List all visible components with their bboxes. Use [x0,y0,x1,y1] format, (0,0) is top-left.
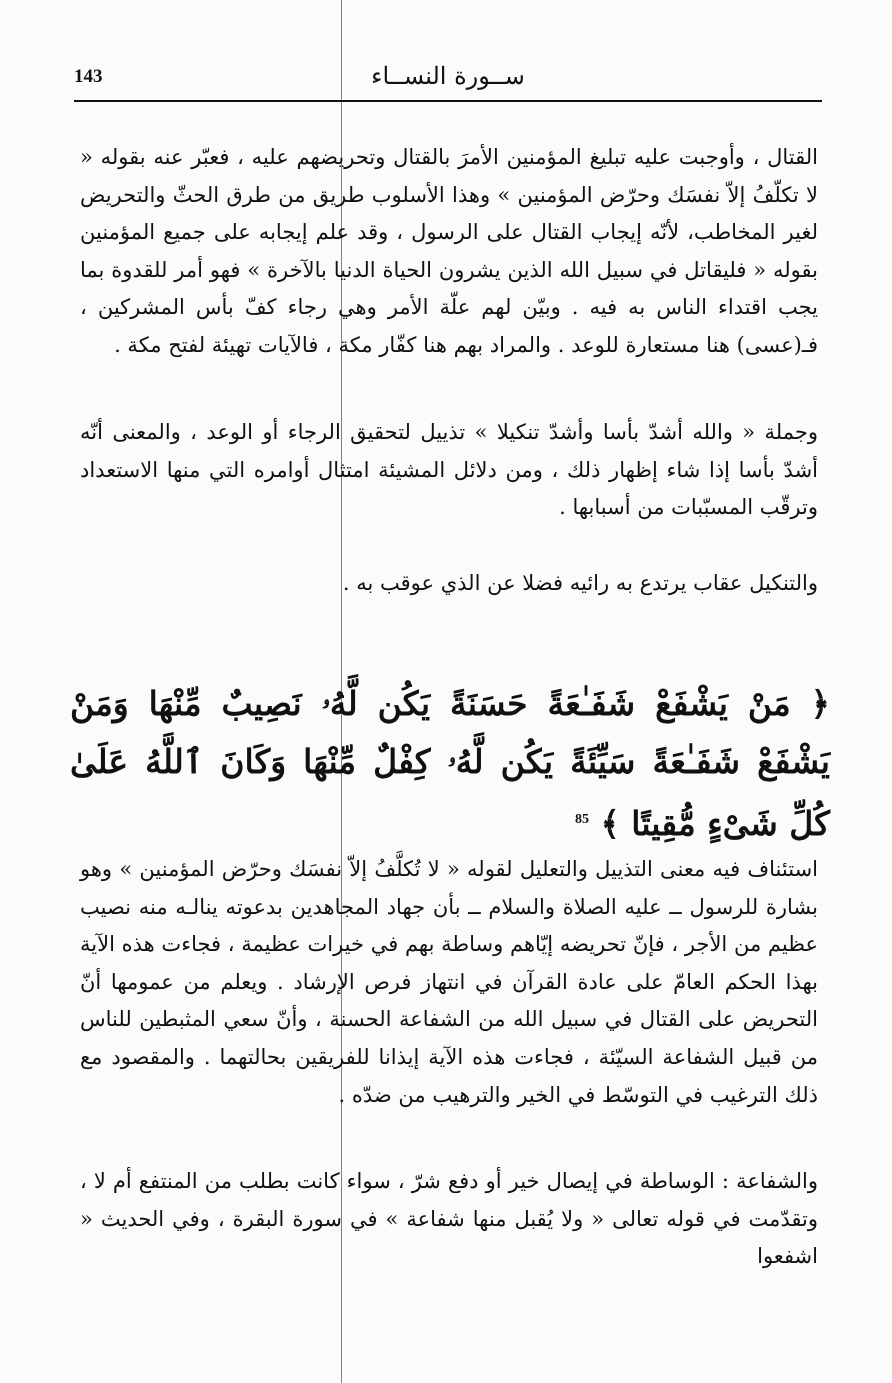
paragraph-text: القتال ، وأوجبت عليه تبليغ المؤمنين الأمرَ بالقتال وتحريضهم عليه ، فعبّر عنه بقوله « لا تكلّفُ إلاّ نفسَك وحرّض المؤمنين » وهذا الأسلوب طريق من طرق الحثّ والتحريض لغير المخاطب، لأنّه إيجاب القتال على الرسول ، وقد علم إيجابه على جميع المؤمنين بقوله « فليقاتل في سبيل الله الذين يشرون الحياة الدنيا بالآخرة » فهو أمر للقدوة بما يجب اقتداء الناس به فيه . وبيّن لهم علّة الأمر وهي رجاء كفّ بأس المشركين ، فـ(عسى) هنا مستعارة للوعد . والمراد بهم هنا كفّار مكة ، فالآيات تهيئة لفتح مكة . [80,145,818,357]
commentary-paragraph-2 [80,414,818,527]
paragraph-text: والشفاعة : الوساطة في إيصال خير أو دفع شرّ ، سواء كانت بطلب من المنتفع أم لا ، وتقدّمت في قوله تعالى « ولا يُقبل منها شفاعة » في سورة البقرة ، وفي الحديث « اشفعوا [80,1169,818,1269]
quran-verse [70,675,830,853]
commentary-paragraph-4 [80,851,818,1114]
page-number: 143 [74,66,103,87]
paragraph-text: والتنكيل عقاب يرتدع به رائيه فضلا عن الذي عوقب به . [342,571,818,595]
commentary-paragraph-5 [80,1163,818,1276]
verse-open-bracket: ﴿ [810,684,830,723]
header-rule [74,100,822,102]
commentary-paragraph-1 [80,139,818,365]
page-header [74,58,822,102]
surah-title: ســورة النســاء [371,62,525,90]
commentary-paragraph-3 [80,565,818,603]
verse-close-bracket: ﴾ [600,804,620,843]
paragraph-text: وجملة « والله أشدّ بأسا وأشدّ تنكيلا » تذييل لتحقيق الرجاء أو الوعد ، والمعنى أنّه أشدّ بأسا إذا شاء إظهار ذلك ، ومن دلائل المشيئة امتثال أوامره التي منها الاستعداد وترقّب المسبّبات من أسبابها . [80,420,818,520]
verse-text: مَنْ يَشْفَعْ شَفَـٰعَةً حَسَنَةً يَكُن لَّهُۥ نَصِيبٌ مِّنْهَا وَمَنْ يَشْفَعْ شَفَـٰعَةً سَيِّئَةً يَكُن لَّهُۥ كِفْلٌ مِّنْهَا وَكَانَ ٱللَّهُ عَلَىٰ كُلِّ شَىْءٍ مُّقِيتًا [70,684,830,843]
paragraph-text: استئناف فيه معنى التذييل والتعليل لقوله « لا تُكلَّفُ إلاّ نفسَك وحرّض المؤمنين » وهو بشارة للرسول ــ عليه الصلاة والسلام ــ بأن جهاد المجاهدين بدعوته ينالـه منه نصيب عظيم من الأجر ، فإنّ تحريضه إيّاهم وساطة بهم في خيرات عظيمة ، فجاءت هذه الآية بهذا الحكم العامّ على عادة القرآن في انتهاز فرص الإرشاد . ويعلم من عمومها أنّ التحريض على القتال في سبيل الله من الشفاعة الحسنة ، وأنّ سعي المثبطين للناس من قبيل الشفاعة السيّئة ، فجاءت هذه الآية إيذانا للفريقين بحالتهما . والمقصود مع ذلك الترغيب في التوسّط في الخير والترهيب من ضدّه . [80,857,818,1107]
verse-number: 85 [574,812,589,827]
